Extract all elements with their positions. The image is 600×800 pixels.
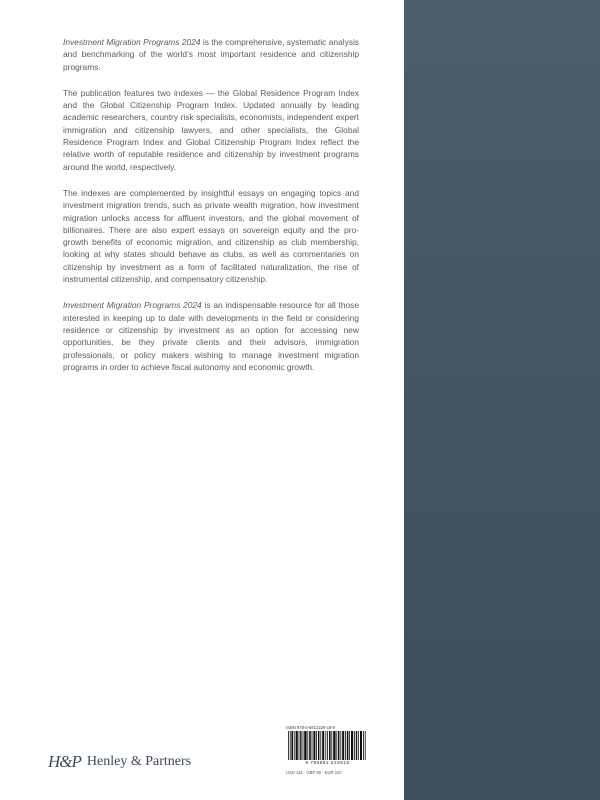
logo-wordmark: Henley & Partners (86, 754, 192, 769)
price-line: USD 115 · GBP 90 · EUR 110 (286, 770, 342, 775)
isbn-barcode (286, 725, 369, 775)
publication-title-italic: Investment Migration Programs 2024 (63, 37, 201, 47)
paragraph-resource (63, 299, 359, 373)
dark-side-panel (404, 0, 600, 800)
henley-partners-logo (48, 752, 191, 772)
publication-title-italic: Investment Migration Programs 2024 (63, 300, 202, 311)
barcode-digits: 9 780681 222618 (286, 760, 369, 765)
hp-monogram-icon: H&P (48, 752, 81, 771)
isbn-label: ISBN 978-0-6812226-18-0 (286, 725, 336, 730)
description-text (63, 36, 359, 387)
paragraph-resource-text: is an indispensable resource for all those interested in keeping up to date with developments in the field or considering residence or citizenship by investment as an option for accessing new opportunities, be they private clients and their advisors, immigration professionals, or policy makers wishing to manage investment migration programs in order to achieve fiscal autonomy and economic growth. (63, 300, 359, 372)
paragraph-intro-text: is the comprehensive, systematic analysis and benchmarking of the world’s most important residence and citizenship programs. (63, 37, 359, 72)
paragraph-intro (63, 36, 359, 73)
paragraph-indexes: The publication features two indexes — the Global Residence Program Index and the Global Citizenship Program Index. Updated annually by leading academic researchers, country risk specialists, economists, independent expert immigration and citizenship lawyers, and other specialists, the Global Residence Program Index and Global Citizenship Program Index reflect the relative worth of reputable residence and citizenship by investment programs around the world, respectively. (63, 87, 359, 172)
paragraph-essays: The indexes are complemented by insightful essays on engaging topics and investment migration trends, such as private wealth migration, how investment migration unlocks access for affluent investors, and the global movement of billionaires. There are also expert essays on sovereign equity and the pro-growth benefits of economic migration, and citizenship as club membership, looking at why states should behave as clubs, as well as commentaries on citizenship by investment as a form of facilitated naturalization, the rise of instrumental citizenship, and compensatory citizenship. (63, 187, 359, 285)
